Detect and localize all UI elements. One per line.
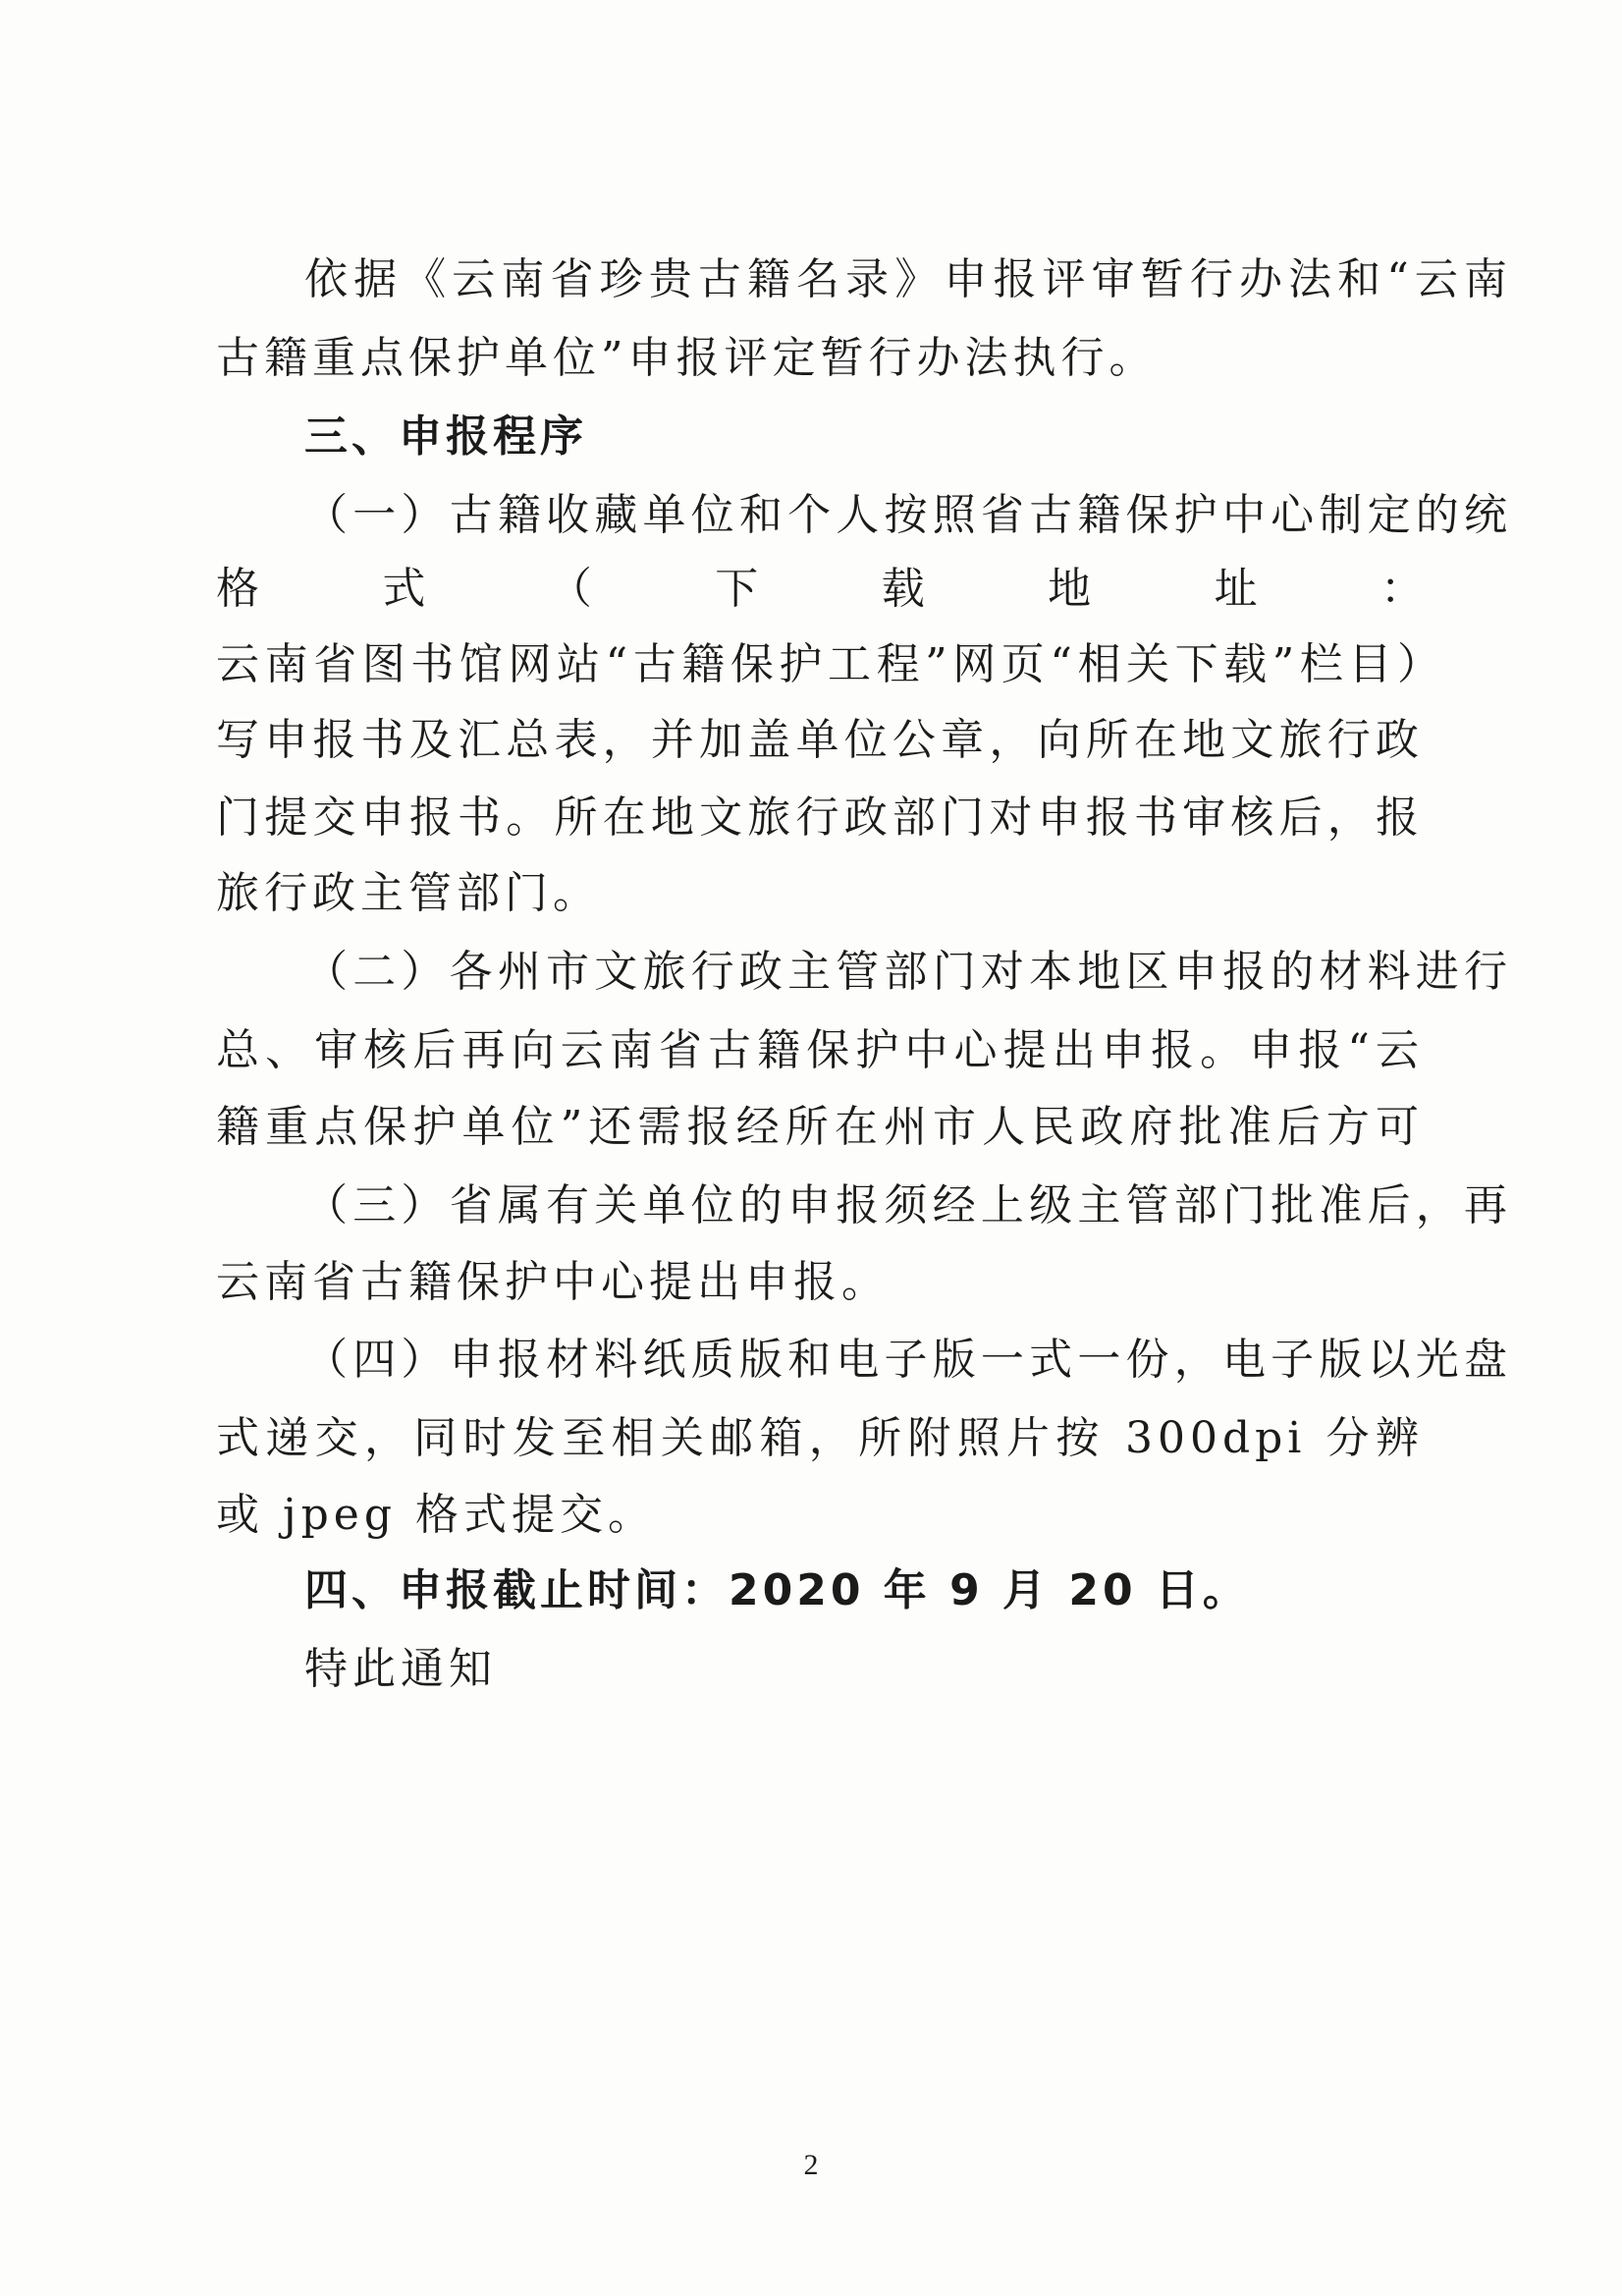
paragraph-line: （一）古籍收藏单位和个人按照省古籍保护中心制定的统: [304, 490, 1512, 540]
paragraph-line: 云南省古籍保护中心提出申报。: [216, 1257, 890, 1307]
paragraph-line: 式递交，同时发至相关邮箱，所附照片按 300dpi 分辨: [216, 1413, 1424, 1463]
paragraph-line: 格式（下载地址：: [216, 564, 1424, 614]
paragraph-line: （二）各州市文旅行政主管部门对本地区申报的材料进行: [304, 947, 1512, 997]
paragraph-line: 依据《云南省珍贵古籍名录》申报评审暂行办法和“云南: [304, 254, 1512, 304]
paragraph-line: （四）申报材料纸质版和电子版一式一份，电子版以光盘: [304, 1335, 1512, 1385]
section-heading: 四、申报截止时间：2020 年 9 月 20 日。: [304, 1565, 1250, 1615]
paragraph-line: 云南省图书馆网站“古籍保护工程”网页“相关下载”栏目）: [216, 639, 1424, 689]
section-heading: 三、申报程序: [304, 411, 587, 462]
closing-text: 特此通知: [304, 1644, 497, 1694]
paragraph-line: 古籍重点保护单位”申报评定暂行办法执行。: [216, 333, 1158, 383]
paragraph-line: 门提交申报书。所在地文旅行政部门对申报书审核后，报: [216, 793, 1424, 843]
paragraph-line: 总、审核后再向云南省古籍保护中心提出申报。申报“云: [216, 1025, 1424, 1075]
paragraph-line: 籍重点保护单位”还需报经所在州市人民政府批准后方可: [216, 1102, 1424, 1152]
paragraph-line: 写申报书及汇总表，并加盖单位公章，向所在地文旅行政: [216, 715, 1424, 765]
page-number: 2: [803, 2149, 819, 2181]
paragraph-line: 旅行政主管部门。: [216, 868, 601, 918]
paragraph-line: 或 jpeg 格式提交。: [216, 1490, 656, 1540]
paragraph-line: （三）省属有关单位的申报须经上级主管部门批准后，再: [304, 1180, 1512, 1230]
